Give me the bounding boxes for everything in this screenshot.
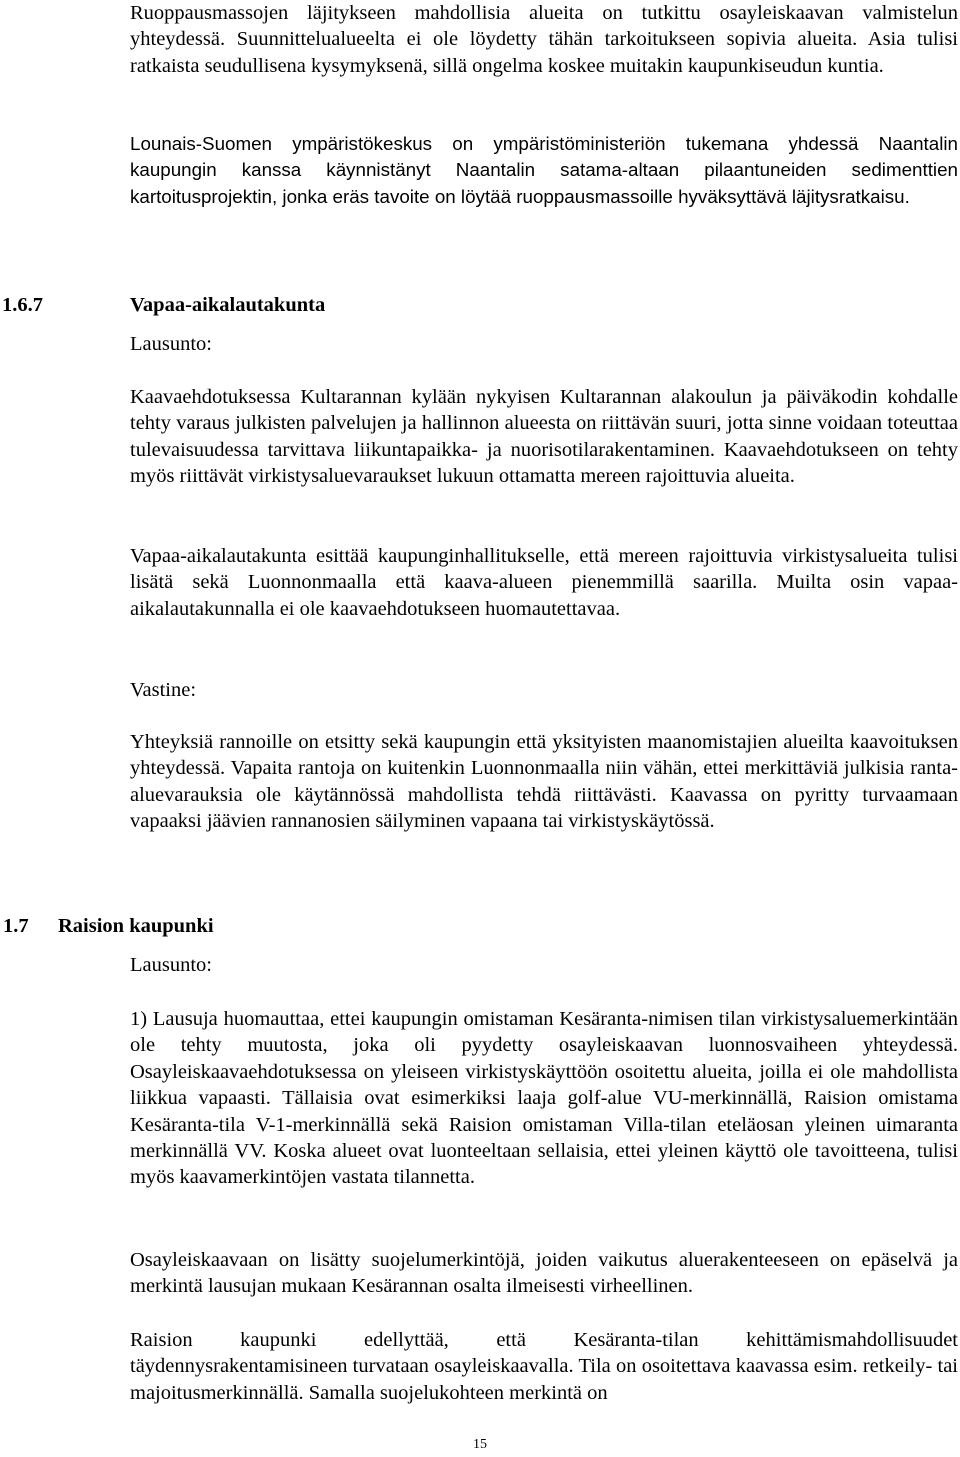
page-number: 15	[473, 1437, 487, 1452]
vastine-label: Vastine:	[130, 679, 197, 701]
paragraph-lounais-suomen-ymparistokeskus: Lounais-Suomen ympäristökeskus on ympäristöministeriön tukemana yhdessä Naantalin kaupungin kanssa käynnistänyt Naantalin satama-altaan pilaantuneiden sedimenttien kartoitusprojektin, jonka eräs tavoite on löytää ruoppausmassoille hyväksyttävä läjitysratkaisu.	[130, 133, 958, 207]
paragraph-yhteyksia-rannoille: Yhteyksiä rannoille on etsitty sekä kaupungin että yksityisten maanomistajien alueilta kaavoituksen yhteydessä. Vapaita rantoja on kuitenkin Luonnonmaalla niin vähän, ettei merkittäviä julkisia ranta-aluevarauksia ole käytännössä mahdollista tehdä riittävästi. Kaavassa on pyritty turvaamaan vapaaksi jäävien rannanosien säilyminen vapaana tai virkistyskäytössä.	[130, 731, 958, 833]
paragraph-kaavaehdotuksessa: Kaavaehdotuksessa Kultarannan kylään nykyisen Kultarannan alakoulun ja päiväkodin kohdalle tehty varaus julkisten palvelujen ja hallinnon alueesta on riittävän suuri, jotta sinne voidaan toteuttaa tulevaisuudessa tarvittava liikuntapaikka- ja nuorisotilarakentaminen. Kaavaehdotukseen on tehty myös riittävät virkistysaluevaraukset lukuun ottamatta mereen rajoittuvia alueita.	[130, 386, 958, 488]
section-number: 1.6.7	[2, 294, 43, 316]
paragraph-suojelumerkinnat: Osayleiskaavaan on lisätty suojelumerkintöjä, joiden vaikutus aluerakenteeseen on epäselvä ja merkintä lausujan mukaan Kesärannan osalta ilmeisesti virheellinen.	[130, 1249, 958, 1298]
paragraph-vapaa-aikalautakunta-esittaa: Vapaa-aikalautakunta esittää kaupunginhallitukselle, että mereen rajoittuvia virkistysalueita tulisi lisätä sekä Luonnonmaalla että kaava-alueen pienemmillä saarilla. Muilta osin vapaa-aikalautakunnalla ei ole kaavaehdotukseen huomautettavaa.	[130, 545, 958, 620]
section-heading-1-7	[3, 913, 214, 939]
section-heading-1-6-7	[2, 292, 325, 318]
paragraph-lausuja-huomauttaa: 1) Lausuja huomauttaa, ettei kaupungin omistaman Kesäranta-nimisen tilan virkistysaluemerkintään ole tehty muutosta, joka oli pyydetty osayleiskaavan luonnosvaiheen yhteydessä. Osayleiskaavaehdotuksessa on yleiseen virkistyskäyttöön osoitettu alueita, joilla ei ole mahdollista liikkua vapaasti. Tällaisia ovat esimerkiksi laaja golf-alue VU-merkinnällä, Raision omistama Kesäranta-tila V-1-merkinnällä sekä Raision omistaman Villa-tilan eteläosan yleinen uimaranta merkinnällä VV. Koska alueet ovat luonteeltaan sellaisia, ettei yleinen käyttö ole tavoitteena, tulisi myös kaavamerkintöjen vastata tilannetta.	[130, 1008, 958, 1189]
section-number: 1.7	[3, 915, 29, 937]
paragraph-raision-kaupunki-edellyttaa: Raision kaupunki edellyttää, että Kesäranta-tilan kehittämismahdollisuudet täydennysrakentamisineen turvataan osayleiskaavalla. Tila on osoitettava kaavassa esim. retkeily- tai majoitusmerkinnällä. Samalla suojelukohteen merkintä on	[130, 1329, 958, 1404]
section-title: Vapaa-aikalautakunta	[130, 294, 326, 316]
lausunto-label: Lausunto:	[130, 333, 212, 355]
paragraph-ruoppausmassat: Ruoppausmassojen läjitykseen mahdollisia alueita on tutkittu osayleiskaavan valmistelun yhteydessä. Suunnittelualueelta ei ole löydetty tähän tarkoitukseen sopivia alueita. Asia tulisi ratkaista seudullisena kysymyksenä, sillä ongelma koskee muitakin kaupunkiseudun kuntia.	[130, 2, 958, 77]
lausunto-label: Lausunto:	[130, 954, 212, 976]
section-title: Raision kaupunki	[58, 915, 214, 937]
